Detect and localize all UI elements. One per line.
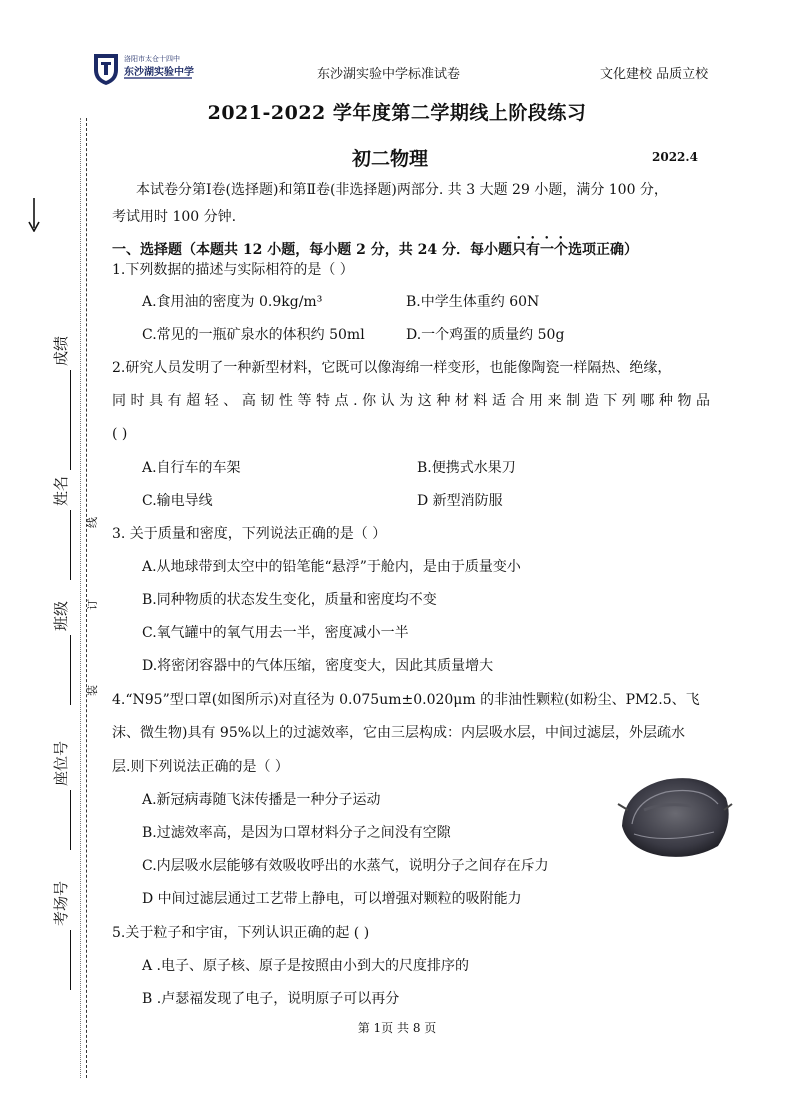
- name-label: 姓名: [52, 475, 70, 506]
- q4-option-a: A.新冠病毒随飞沫传播是一种分子运动: [142, 792, 381, 808]
- section1-title: [112, 233, 638, 261]
- page-footer: 第 1页 共 8 页: [357, 1021, 437, 1035]
- q2-option-d: D 新型消防服: [417, 493, 503, 509]
- score-field: [50, 336, 71, 470]
- name-field: [50, 476, 71, 580]
- q4-line3: 层.则下列说法正确的是（ ）: [112, 759, 289, 775]
- q1-stem: 1.下列数据的描述与实际相符的是（ ）: [112, 262, 354, 278]
- q3-option-d: D.将密闭容器中的气体压缩，密度变大，因此其质量增大: [142, 658, 494, 674]
- seat-field: [50, 741, 71, 850]
- q2-line2: 同时具有超轻、高韧性等特点.你认为这种材料适合用来制造下列哪种物品: [112, 393, 710, 409]
- class-field: [50, 601, 71, 705]
- class-underline[interactable]: [57, 635, 71, 705]
- logo-line1: 洛阳市太仓十四中: [124, 55, 180, 63]
- q4-option-d: D 中间过滤层通过工艺带上静电，可以增强对颗粒的吸附能力: [142, 891, 522, 907]
- q2-option-a: A.自行车的车架: [142, 460, 241, 476]
- q3-option-b: B.同种物质的状态发生变化，质量和密度均不变: [142, 592, 437, 608]
- class-label: 班级: [52, 600, 70, 631]
- q1-option-d: D.一个鸡蛋的质量约 50g: [406, 327, 565, 343]
- name-underline[interactable]: [57, 510, 71, 580]
- page-title: 2021-2022 学年度第二学期线上阶段练习: [207, 102, 587, 124]
- score-underline[interactable]: [57, 370, 71, 470]
- n95-mask-image: [614, 770, 734, 862]
- q3-option-c: C.氧气罐中的氧气用去一半，密度减小一半: [142, 625, 409, 641]
- header-motto: 文化建校 品质立校: [600, 67, 709, 82]
- binding-mark-line: 线: [86, 517, 99, 528]
- school-logo: [92, 52, 200, 86]
- q5-option-a: A .电子、原子核、原子是按照由小到大的尺度排序的: [142, 958, 470, 974]
- subject-title: 初二物理: [352, 148, 429, 170]
- header-school-name: 东沙湖实验中学标准试卷: [317, 67, 461, 82]
- q4-line1: 4.“N95”型口罩(如图所示)对直径为 0.075um±0.020μm 的非油性颗粒(如粉尘、PM2.5、飞: [112, 692, 700, 708]
- section1-title-c: 选项正确）: [567, 242, 638, 258]
- q3-option-a: A.从地球带到太空中的铅笔能“悬浮”于舱内，是由于质量变小: [142, 559, 521, 575]
- q4-option-c: C.内层吸水层能够有效吸收呼出的水蒸气，说明分子之间存在斥力: [142, 858, 549, 874]
- room-underline[interactable]: [57, 930, 71, 990]
- school-logo-icon: [92, 52, 120, 86]
- room-field: [50, 881, 71, 990]
- section1-title-emphasis: 只有一个: [511, 242, 568, 258]
- q5-option-b: B .卢瑟福发现了电子，说明原子可以再分: [142, 991, 400, 1007]
- intro-line1: 本试卷分第Ⅰ卷(选择题)和第Ⅱ卷(非选择题)两部分. 共 3 大题 29 小题，满分 100 分，: [136, 182, 668, 198]
- q5-stem: 5.关于粒子和宇宙，下列认识正确的起 ( ): [112, 925, 370, 941]
- q1-option-c: C.常见的一瓶矿泉水的体积约 50ml: [142, 327, 365, 343]
- binding-mark-zhuang: 装: [86, 685, 99, 696]
- binding-line: [86, 118, 87, 1078]
- intro-line2: 考试用时 100 分钟.: [112, 209, 237, 225]
- binding-line-outer: [80, 118, 81, 1078]
- q4-option-b: B.过滤效率高，是因为口罩材料分子之间没有空隙: [142, 825, 451, 841]
- section1-title-a: 一、选择题（本题共 12 小题，每小题 2 分，共 24 分．每小题: [112, 242, 512, 258]
- logo-rule: [124, 77, 192, 79]
- q2-option-c: C.输电导线: [142, 493, 213, 509]
- seat-underline[interactable]: [57, 790, 71, 850]
- exam-date: 2022.4: [652, 150, 698, 164]
- logo-line2: 东沙湖实验中学: [124, 67, 194, 78]
- q2-option-b: B.便携式水果刀: [417, 460, 516, 476]
- q2-line3: ( ): [112, 426, 128, 442]
- q4-line2: 沫、微生物)具有 95%以上的过滤效率，它由三层构成：内层吸水层，中间过滤层，外层疏水: [112, 725, 686, 741]
- room-label: 考场号: [52, 880, 70, 926]
- q2-line1: 2.研究人员发明了一种新型材料，它既可以像海绵一样变形，也能像陶瓷一样隔热、绝缘，: [112, 360, 672, 376]
- q1-option-b: B.中学生体重约 60N: [406, 294, 540, 310]
- score-label: 成绩: [52, 335, 70, 366]
- seat-label: 座位号: [52, 740, 70, 786]
- q3-stem: 3. 关于质量和密度，下列说法正确的是（ ）: [112, 526, 387, 542]
- down-arrow-icon: [28, 198, 40, 232]
- binding-mark-ding: 订: [86, 599, 99, 610]
- q1-option-a: A.食用油的密度为 0.9kg/m³: [142, 294, 323, 310]
